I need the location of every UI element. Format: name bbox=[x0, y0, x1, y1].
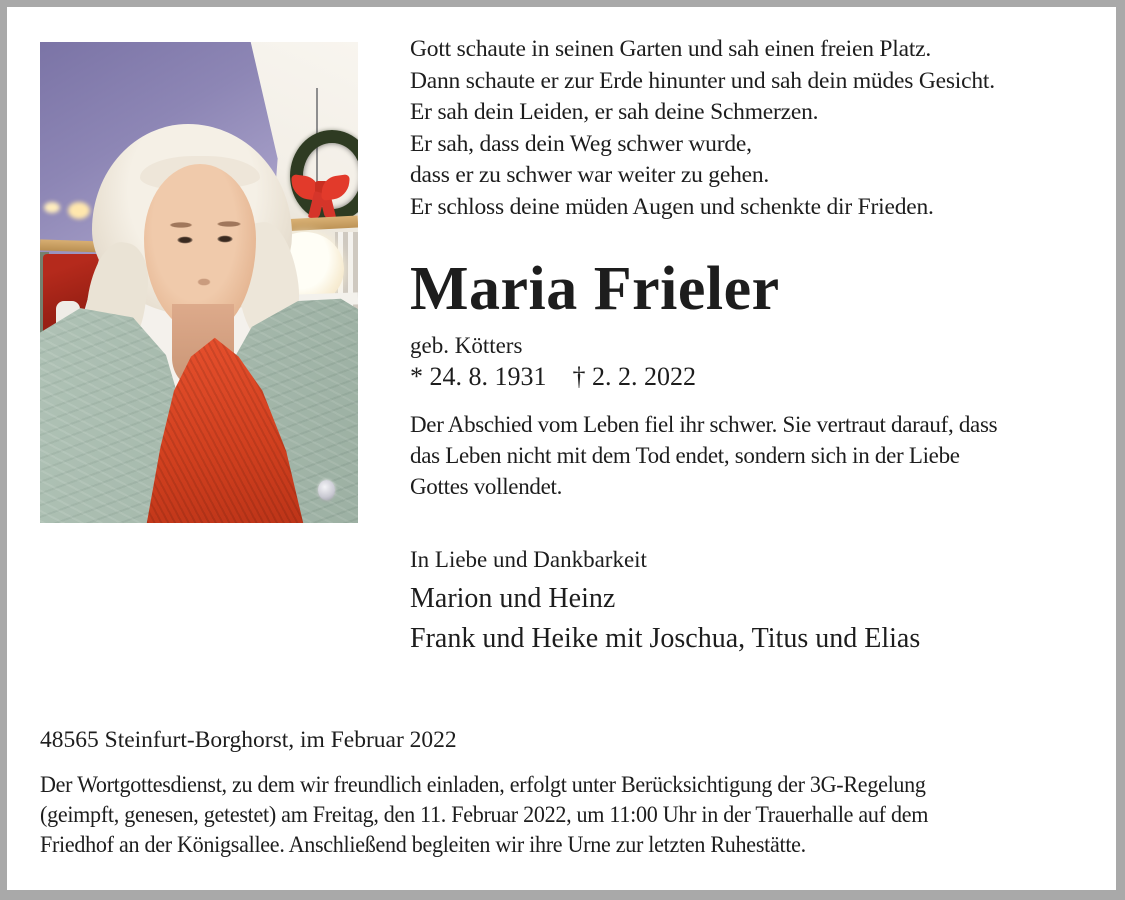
birth-date: * 24. 8. 1931 bbox=[410, 362, 547, 391]
photo-brooch bbox=[318, 480, 335, 500]
photo-ceiling-lights bbox=[44, 202, 60, 213]
tribute-line: das Leben nicht mit dem Tod endet, sondern sich in der Liebe bbox=[410, 443, 960, 468]
tribute-text bbox=[410, 409, 997, 502]
family-line: Frank und Heike mit Joschua, Titus und Elias bbox=[410, 623, 921, 654]
maiden-name: geb. Kötters bbox=[410, 333, 523, 358]
place-date: 48565 Steinfurt-Borghorst, im Februar 2022 bbox=[40, 727, 457, 753]
tribute-line: Der Abschied vom Leben fiel ihr schwer. Sie vertraut darauf, dass bbox=[410, 412, 998, 437]
poem-line: Gott schaute in seinen Garten und sah einen freien Platz. bbox=[410, 36, 932, 62]
family-line: Marion und Heinz bbox=[410, 583, 616, 614]
obituary-card bbox=[7, 7, 1116, 890]
life-dates bbox=[410, 362, 696, 392]
portrait-photo bbox=[40, 42, 358, 523]
service-announcement bbox=[40, 770, 928, 860]
farewell-intro: In Liebe und Dankbarkeit bbox=[410, 547, 647, 572]
poem-line: Er sah dein Leiden, er sah deine Schmerzen. bbox=[410, 99, 819, 125]
poem-line: dass er zu schwer war weiter zu gehen. bbox=[410, 162, 770, 188]
tribute-line: Gottes vollendet. bbox=[410, 474, 563, 499]
service-line: Der Wortgottesdienst, zu dem wir freundlich einladen, erfolgt unter Berücksichtigung der 3G-Regelung bbox=[40, 772, 926, 797]
service-line: (geimpft, genesen, getestet) am Freitag, den 11. Februar 2022, um 11:00 Uhr in der Trauerhalle auf dem bbox=[40, 802, 929, 827]
deceased-name: Maria Frieler bbox=[410, 255, 780, 323]
death-date: † 2. 2. 2022 bbox=[572, 362, 696, 391]
poem-line: Dann schaute er zur Erde hinunter und sah dein müdes Gesicht. bbox=[410, 67, 995, 94]
poem-line: Er sah, dass dein Weg schwer wurde, bbox=[410, 130, 752, 157]
family-names bbox=[410, 579, 920, 659]
poem bbox=[410, 34, 995, 223]
poem-line: Er schloss deine müden Augen und schenkte dir Frieden. bbox=[410, 193, 934, 220]
service-line: Friedhof an der Königsallee. Anschließend begleiten wir ihre Urne zur letzten Ruhestätte. bbox=[40, 832, 806, 857]
bow-knot bbox=[315, 181, 328, 194]
